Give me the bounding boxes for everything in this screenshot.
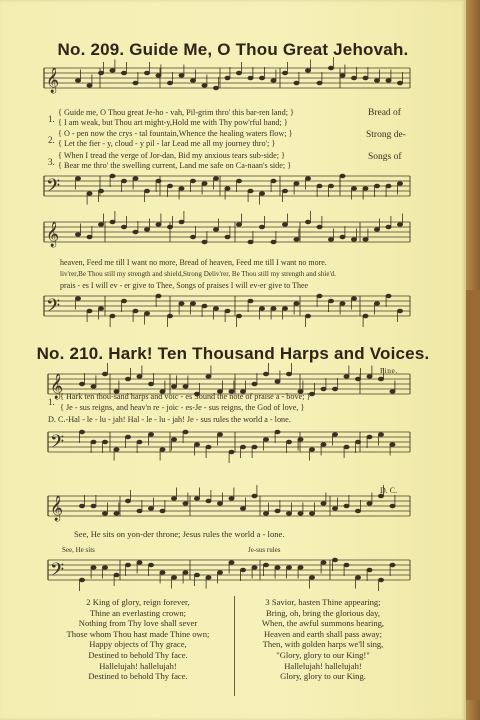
hymn210-lyric-line: { Hark ten thou-sand harps and voic - es Sound the note of praise a - bove; } — [60, 392, 311, 401]
hymn209-lyric-line: { Bear me thro' the swelling current, Land me safe on Ca-naan's side; } — [58, 161, 292, 170]
stanza-divider — [234, 596, 235, 696]
verse-number-1: 1. — [48, 397, 55, 407]
hymn209-lyric-line: { Guide me, O Thou great Je-ho - vah, Pil-grim thro' this bar-ren land; } — [58, 108, 294, 117]
hymn209-lyric-line: { I am weak, but Thou art might-y,Hold me with Thy pow'rful hand; } — [58, 118, 288, 127]
hymn209-lyric-line: { O - pen now the crys - tal fountain,Whence the healing waters flow; } — [58, 129, 293, 138]
svg-text:𝄞: 𝄞 — [50, 374, 64, 399]
verse-number-2: 2. — [48, 135, 55, 145]
stanza-line: Destined to behold Thy face. — [88, 649, 188, 660]
stanza-line: Hallelujah! hallelujah! — [99, 660, 177, 671]
stanza-2 — [48, 597, 228, 682]
stanza-line: Glory, glory to our King. — [280, 671, 366, 682]
stanza-line: Thine an everlasting crown; — [89, 607, 187, 618]
hymn210-lyric-line: { Je - sus reigns, and heav'n re - joic - es-Je - sus reigns, the God of love, } — [60, 403, 305, 412]
hymn-209-title: No. 209. Guide Me, O Thou Great Jehovah. — [57, 40, 409, 59]
svg-text:𝄢: 𝄢 — [50, 560, 65, 585]
stanza-line: 3 Savior, hasten Thine appearing; — [265, 597, 381, 607]
hymn209-lyric-line: { Let the fier - y, cloud - y pil - lar Lead me all my journey thro'; } — [58, 139, 276, 148]
stanza-line: Hallelujah! hallelujah! — [284, 660, 362, 671]
stanza-line: Those whom Thou hast made Thine own; — [66, 628, 210, 639]
refrain-cue: Bread of — [368, 108, 401, 118]
svg-text:𝄢: 𝄢 — [46, 176, 61, 201]
stanza-line: Heaven and earth shall pass away; — [263, 628, 383, 639]
stanza-line: Bring, oh, bring the glorious day, — [265, 607, 380, 618]
hymn209-refrain-line: prais - es I will ev - er give to Thee, Songs of praises I will ev-er give to Thee — [60, 281, 309, 290]
stanza-line: 2 King of glory, reign forever, — [86, 597, 190, 607]
refrain-cue: Songs of — [368, 152, 402, 162]
svg-text:𝄞: 𝄞 — [46, 222, 60, 247]
fine-marking: Fine. — [380, 366, 398, 375]
hymn210-dc-line: D. C.-Hal - le - lu - jah! Hal - le - lu - jah! Je - sus rules the world a - lone. — [48, 415, 291, 424]
hymn209-lyric-line: { When I tread the verge of Jor-dan, Bid my anxious tears sub-side; } — [58, 151, 286, 160]
stanza-line: When, the awful summons hearing, — [261, 618, 385, 629]
svg-text:𝄢: 𝄢 — [46, 296, 61, 321]
hymn-210-title: No. 210. Hark! Ten Thousand Harps and Voices. — [36, 344, 430, 363]
dc-marking: D. C. — [380, 486, 398, 495]
stanza-3 — [238, 597, 408, 682]
stanza-line: Then, with golden harps we'll sing, — [262, 639, 384, 650]
svg-text:𝄞: 𝄞 — [46, 68, 60, 93]
verse-number-1: 1. — [48, 114, 55, 124]
svg-text:𝄞: 𝄞 — [50, 496, 64, 521]
small-cue-text: See, He sits — [62, 546, 95, 554]
hymn209-refrain-line: heaven, Feed me till I want no more, Bread of heaven, Feed me till I want no more. — [60, 258, 327, 267]
stanza-line: Destined to behold Thy face. — [88, 671, 188, 682]
refrain-cue: Strong de- — [366, 130, 406, 140]
hymn210-lyric-line: See, He sits on yon-der throne; Jesus rules the world a - lone. — [74, 529, 285, 539]
verse-number-3: 3. — [48, 157, 55, 167]
stanza-line: "Glory, glory to our King!" — [276, 649, 370, 660]
small-cue-text: Je-sus rules — [248, 546, 281, 554]
svg-text:𝄢: 𝄢 — [50, 432, 65, 457]
stanza-line: Nothing from Thy love shall sever — [78, 618, 198, 629]
stanza-line: Happy objects of Thy grace, — [89, 639, 187, 650]
hymn209-refrain-line: liv'rer,Be Thou still my strength and shield,Strong Deliv'rer, Be Thou still my strength and shie'd. — [60, 270, 337, 278]
